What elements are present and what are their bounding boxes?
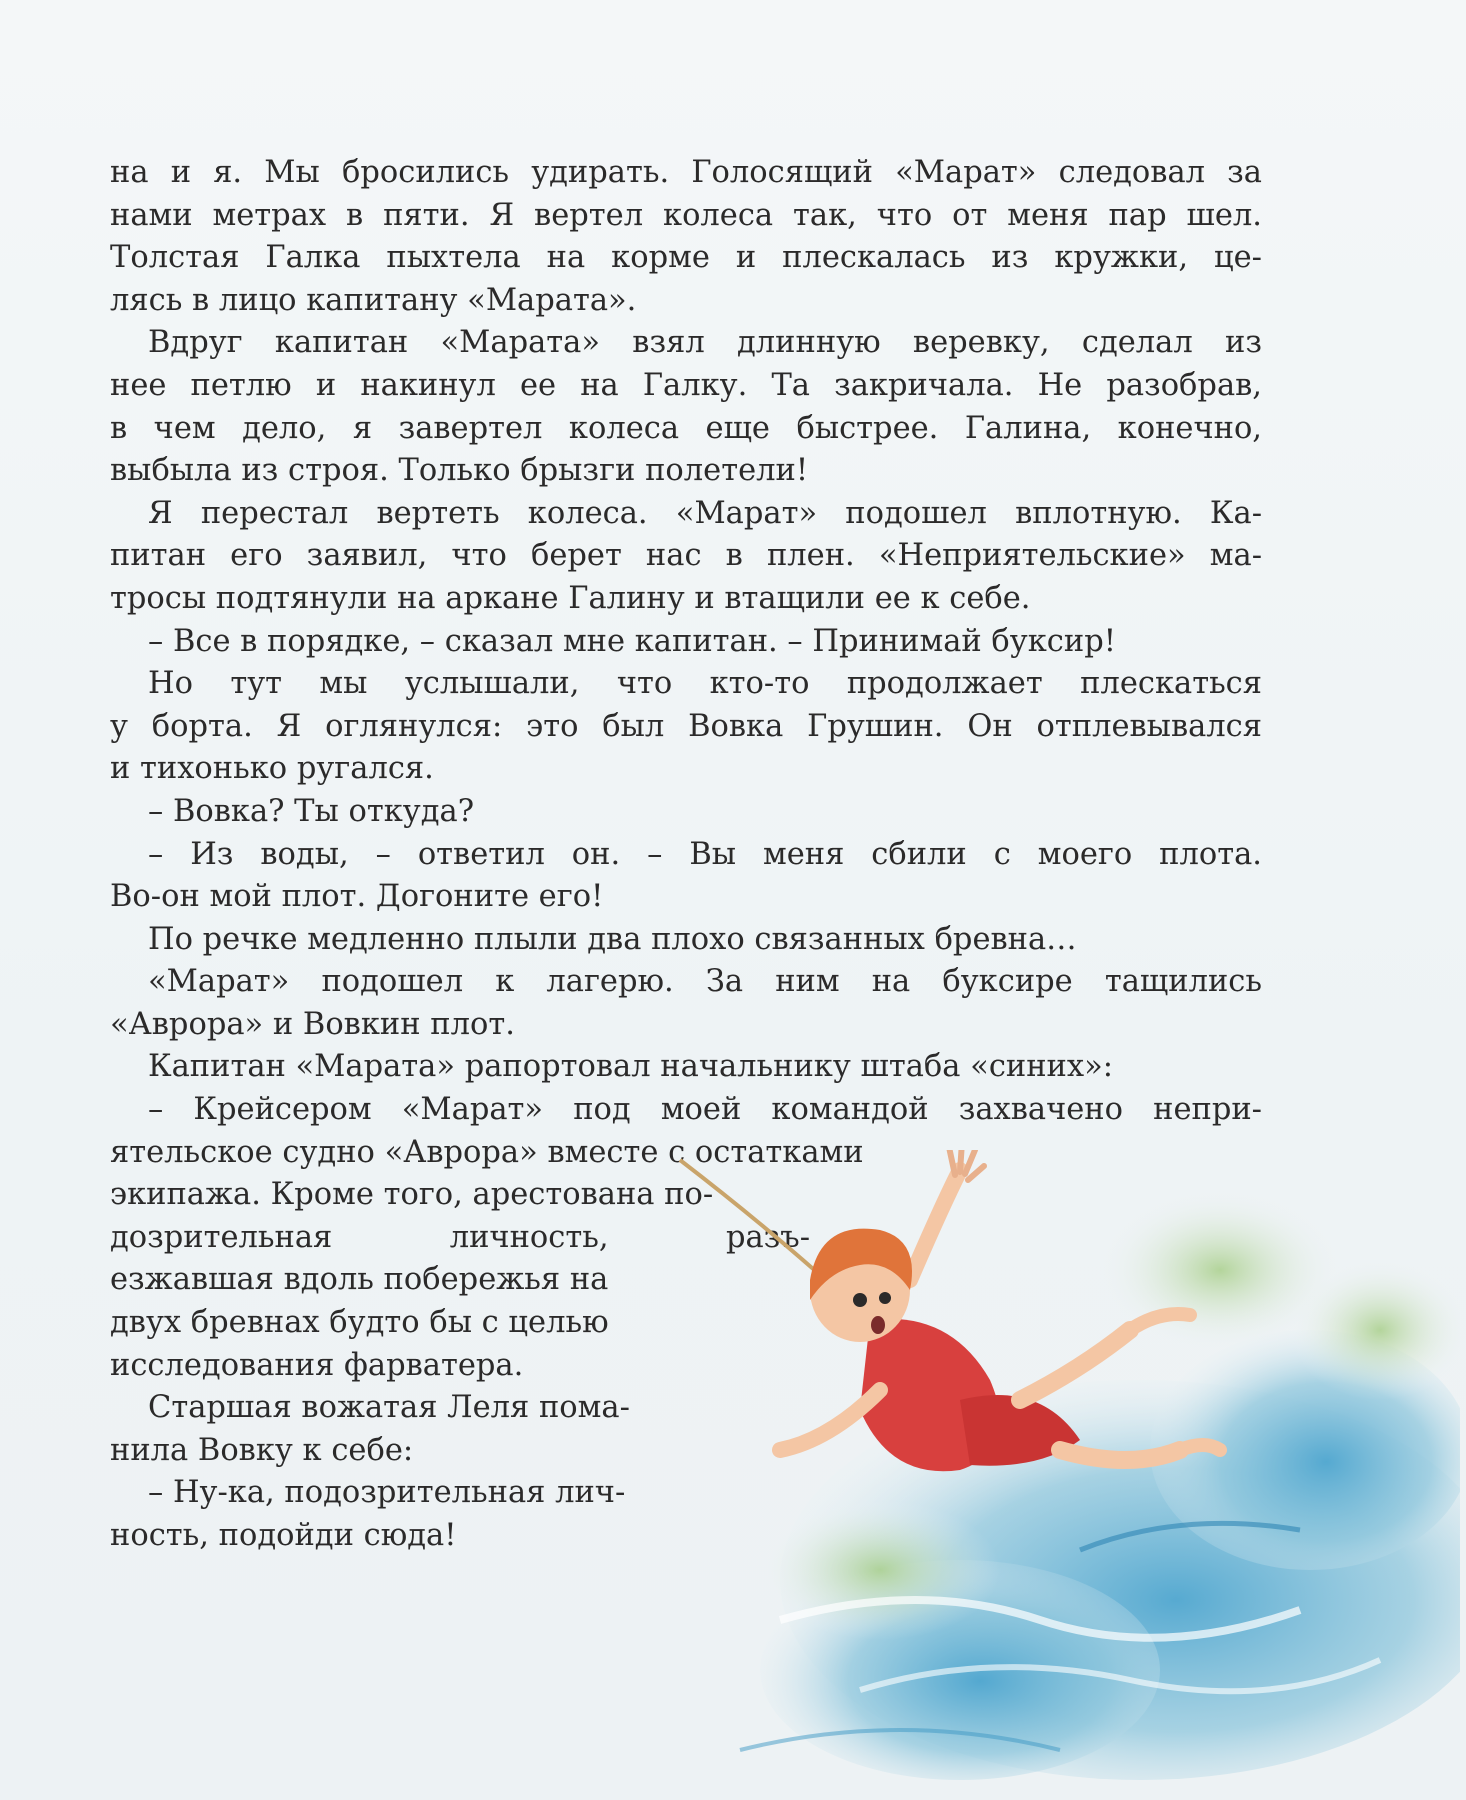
text-line: Старшая вожатая Леля пома-	[148, 1390, 630, 1426]
text-line: – Из воды, – ответил он. – Вы меня сбили с моего плота.	[148, 836, 1262, 872]
text-line: Я перестал вертеть колеса. «Марат» подошел вплотную. Ка-	[148, 495, 1262, 531]
text-line: «Марат» подошел к лагерю. За ним на буксире тащились	[148, 964, 1262, 1000]
text-line: По речке медленно плыли два плохо связанных бревна…	[148, 921, 1077, 957]
text-line: лясь в лицо капитану «Марата».	[110, 282, 637, 318]
text-line: – Крейсером «Марат» под моей командой захвачено непри-	[148, 1092, 1262, 1128]
text-line: дозрительная личность, разъ-	[110, 1219, 810, 1255]
text-line: езжавшая вдоль побережья на	[110, 1262, 609, 1298]
text-line: Во-он мой плот. Догоните его!	[110, 879, 604, 915]
text-line: «Аврора» и Вовкин плот.	[110, 1006, 515, 1042]
text-line: экипажа. Кроме того, арестована по-	[110, 1177, 714, 1213]
text-line: нее петлю и накинул ее на Галку. Та закричала. Не разобрав,	[110, 367, 1262, 403]
text-line: Но тут мы услышали, что кто-то продолжает плескаться	[148, 666, 1262, 702]
text-line: ность, подойди сюда!	[110, 1518, 457, 1553]
text-line: у борта. Я оглянулся: это был Вовка Грушин. Он отплевывался	[110, 708, 1262, 744]
text-line: на и я. Мы бросились удирать. Голосящий «Марат» следовал за	[110, 155, 1262, 190]
text-line: Толстая Галка пыхтела на корме и плескалась из кружки, це-	[110, 240, 1262, 276]
text-line: Капитан «Марата» рапортовал начальнику штаба «синих»:	[148, 1049, 1114, 1085]
text-line: питан его заявил, что берет нас в плен. «Неприятельские» ма-	[110, 538, 1262, 574]
text-line: тросы подтянули на аркане Галину и втащили ее к себе.	[110, 580, 1031, 616]
text-line: исследования фарватера.	[110, 1347, 524, 1383]
text-line: в чем дело, я завертел колеса еще быстрее. Галина, конечно,	[110, 410, 1262, 446]
text-line: – Вовка? Ты откуда?	[148, 793, 475, 829]
text-line: – Все в порядке, – сказал мне капитан. – Принимай буксир!	[148, 623, 1116, 659]
boy-falling-in-water-illustration	[660, 1150, 1460, 1800]
text-line: и тихонько ругался.	[110, 751, 434, 787]
text-line: нами метрах в пяти. Я вертел колеса так, что от меня пар шел.	[110, 197, 1262, 233]
text-line: нила Вовку к себе:	[110, 1432, 414, 1468]
text-line: ятельское судно «Аврора» вместе с остатками	[110, 1134, 864, 1170]
text-line: выбыла из строя. Только брызги полетели!	[110, 453, 809, 489]
text-line: Вдруг капитан «Марата» взял длинную веревку, сделал из	[148, 325, 1262, 361]
text-line: двух бревнах будто бы с целью	[110, 1305, 609, 1341]
text-line: – Ну-ка, подозрительная лич-	[148, 1475, 626, 1511]
